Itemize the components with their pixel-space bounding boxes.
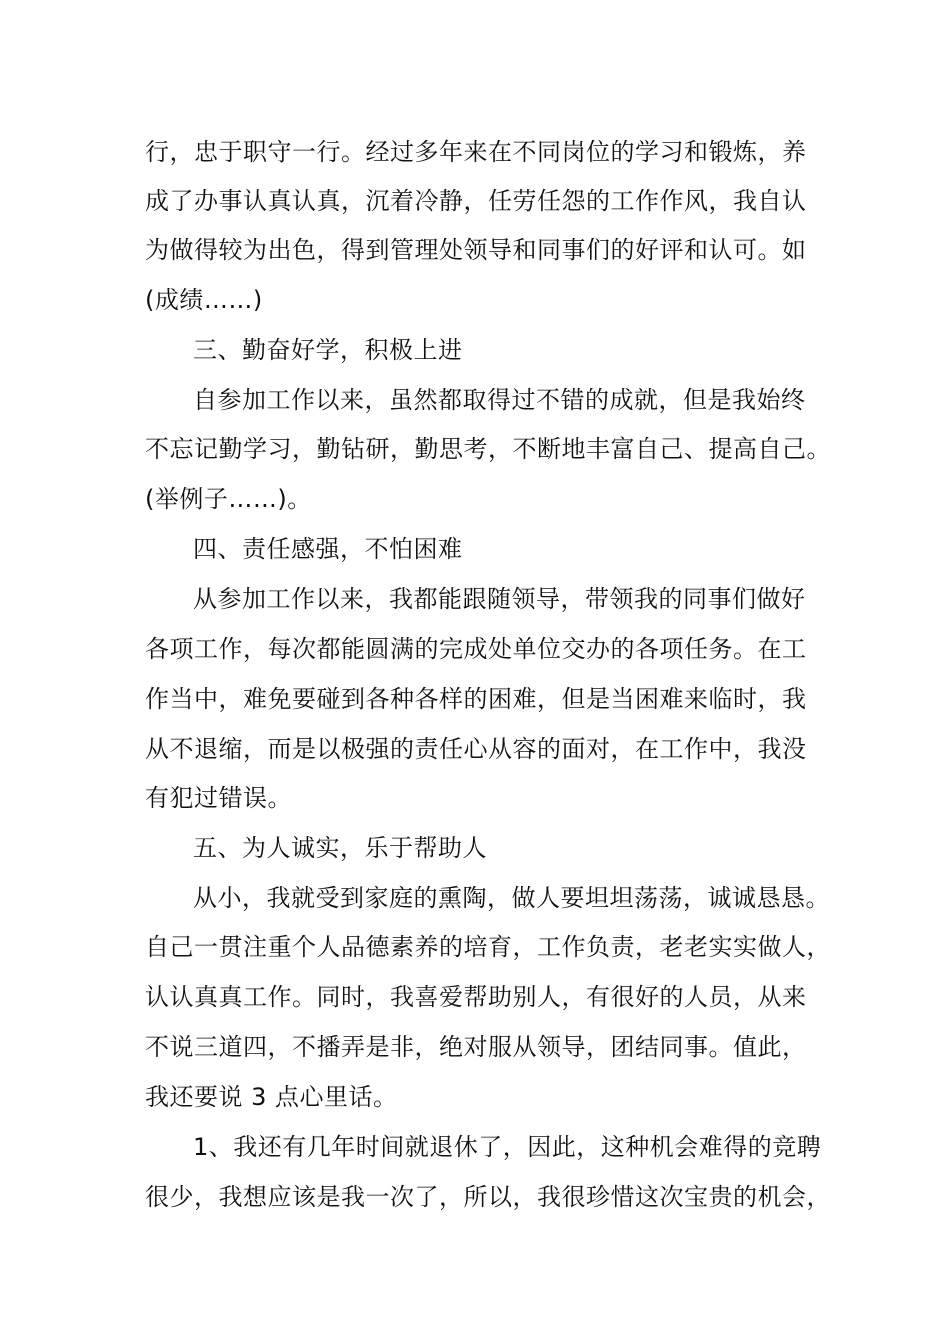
paragraph-line: 自参加工作以来，虽然都取得过不错的成就，但是我始终: [193, 386, 806, 414]
section-heading: 三、勤奋好学，积极上进: [193, 336, 463, 364]
paragraph-line: 自己一贯注重个人品德素养的培育，工作负责，老老实实做人，: [145, 933, 831, 961]
paragraph-line: 从小，我就受到家庭的熏陶，做人要坦坦荡荡，诚诚恳恳。: [193, 884, 830, 912]
paragraph-line: 我还要说 3 点心里话。: [145, 1083, 398, 1111]
paragraph-line: 1、我还有几年时间就退休了，因此，这种机会难得的竞聘: [193, 1133, 822, 1161]
paragraph-line: 作当中，难免要碰到各种各样的困难，但是当困难来临时，我: [145, 685, 807, 713]
paragraph-line: 成了办事认真认真，沉着冷静，任劳任怨的工作作风，我自认: [145, 187, 807, 215]
paragraph-line: (成绩……): [145, 286, 263, 314]
paragraph-line: 为做得较为出色，得到管理处领导和同事们的好评和认可。如: [145, 236, 807, 264]
paragraph-line: 不说三道四，不播弄是非，绝对服从领导，团结同事。值此，: [145, 1033, 807, 1061]
paragraph-line: 很少，我想应该是我一次了，所以，我很珍惜这次宝贵的机会，: [145, 1183, 831, 1211]
paragraph-line: 各项工作，每次都能圆满的完成处单位交办的各项任务。在工: [145, 635, 807, 663]
paragraph-line: 从参加工作以来，我都能跟随领导，带领我的同事们做好: [193, 585, 806, 613]
section-heading: 五、为人诚实，乐于帮助人: [193, 834, 487, 862]
paragraph-line: 认认真真工作。同时，我喜爱帮助别人，有很好的人员，从来: [145, 983, 807, 1011]
paragraph-line: 不忘记勤学习，勤钻研，勤思考，不断地丰富自己、提高自己。: [145, 435, 831, 463]
section-heading: 四、责任感强，不怕困难: [193, 535, 463, 563]
paragraph-line: 从不退缩，而是以极强的责任心从容的面对，在工作中，我没: [145, 735, 807, 763]
paragraph-line: (举例子……)。: [145, 485, 312, 513]
paragraph-line: 行，忠于职守一行。经过多年来在不同岗位的学习和锻炼，养: [145, 138, 807, 166]
paragraph-line: 有犯过错误。: [145, 784, 292, 812]
